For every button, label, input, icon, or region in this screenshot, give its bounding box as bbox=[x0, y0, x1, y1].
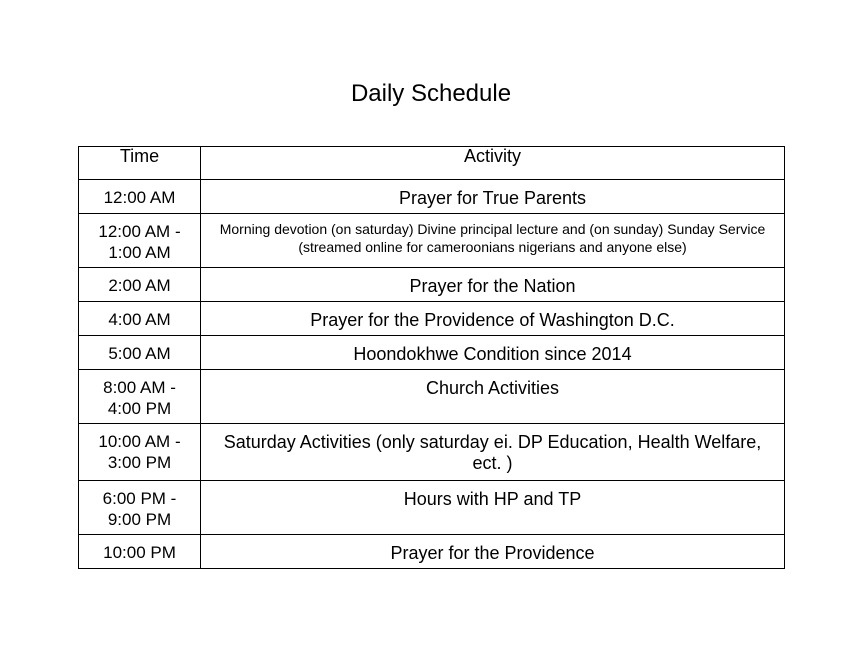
table-row bbox=[79, 370, 785, 424]
column-header-time: Time bbox=[79, 147, 201, 180]
activity-cell: Hoondokhwe Condition since 2014 bbox=[201, 336, 785, 370]
time-cell: 2:00 AM bbox=[79, 268, 201, 302]
time-cell: 8:00 AM - 4:00 PM bbox=[79, 370, 201, 424]
activity-cell: Prayer for the Providence bbox=[201, 535, 785, 569]
column-header-activity: Activity bbox=[201, 147, 785, 180]
table-row bbox=[79, 481, 785, 535]
activity-cell: Prayer for the Nation bbox=[201, 268, 785, 302]
table-row bbox=[79, 424, 785, 481]
activity-cell: Prayer for the Providence of Washington D.C. bbox=[201, 302, 785, 336]
activity-cell: Morning devotion (on saturday) Divine principal lecture and (on sunday) Sunday Service (streamed online for cameroonians nigerians and anyone else) bbox=[201, 214, 785, 268]
time-cell: 10:00 PM bbox=[79, 535, 201, 569]
table-row bbox=[79, 336, 785, 370]
activity-cell: Church Activities bbox=[201, 370, 785, 424]
page-title: Daily Schedule bbox=[350, 80, 512, 107]
time-cell: 5:00 AM bbox=[79, 336, 201, 370]
time-cell: 10:00 AM - 3:00 PM bbox=[79, 424, 201, 481]
table-row bbox=[79, 180, 785, 214]
time-cell: 12:00 AM bbox=[79, 180, 201, 214]
activity-cell: Prayer for True Parents bbox=[201, 180, 785, 214]
table-row bbox=[79, 302, 785, 336]
time-cell: 6:00 PM - 9:00 PM bbox=[79, 481, 201, 535]
table-header-row bbox=[79, 147, 785, 180]
table-row bbox=[79, 535, 785, 569]
activity-cell: Hours with HP and TP bbox=[201, 481, 785, 535]
table-row bbox=[79, 268, 785, 302]
activity-cell: Saturday Activities (only saturday ei. DP Education, Health Welfare, ect. ) bbox=[201, 424, 785, 481]
time-cell: 4:00 AM bbox=[79, 302, 201, 336]
table-row bbox=[79, 214, 785, 268]
time-cell: 12:00 AM - 1:00 AM bbox=[79, 214, 201, 268]
schedule-table bbox=[78, 146, 785, 569]
